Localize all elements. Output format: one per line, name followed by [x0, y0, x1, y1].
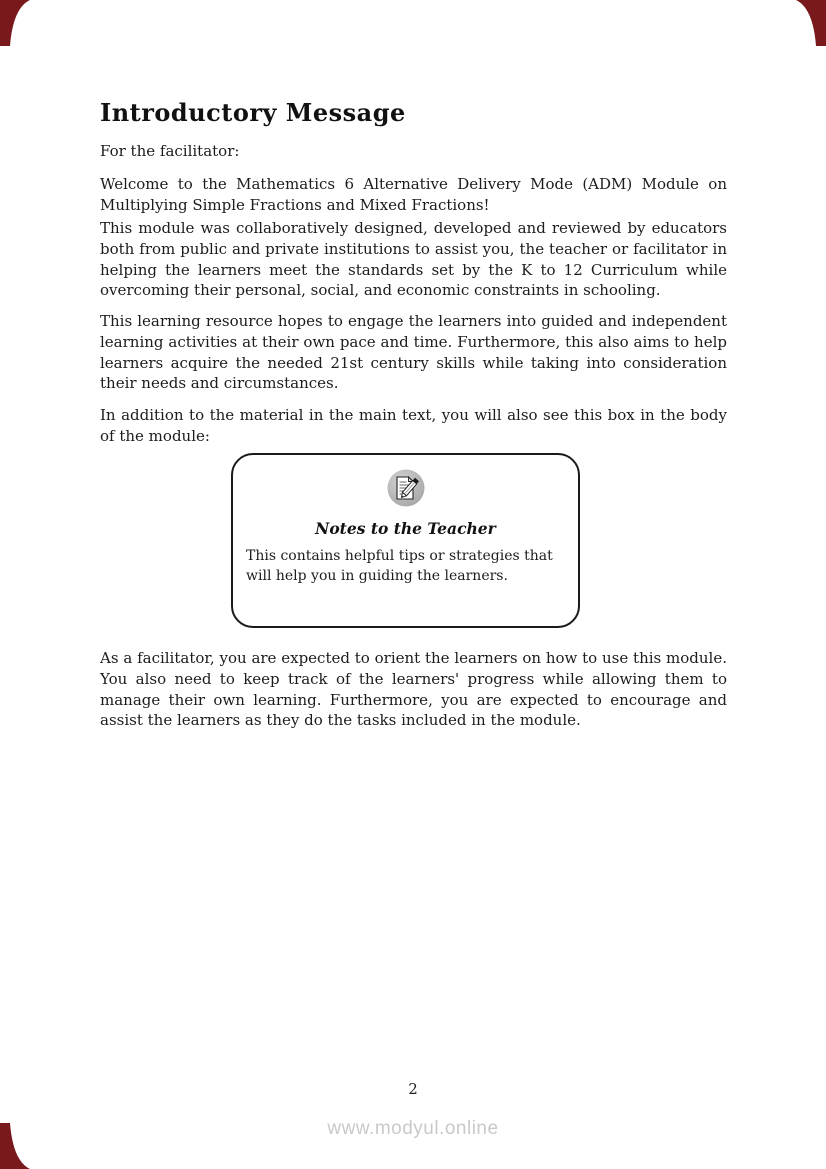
paragraph-closing: As a facilitator, you are expected to orient the learners on how to use this module. You also need to keep track of the learners' progress while allowing them to manage their own learning. Furthermore, you are expected to encourage and assist the learners as they do the tasks included in the module.	[100, 649, 727, 730]
paragraph-learning-resource: This learning resource hopes to engage the learners into guided and independent learning activities at their own pace and time. Furthermore, this also aims to help learners acquire the needed 21st century skills while taking into consideration their needs and circumstances.	[100, 312, 727, 393]
notes-box-heading: Notes to the Teacher	[315, 519, 496, 538]
notes-to-teacher-box	[231, 453, 580, 628]
paragraph-module-design: This module was collaboratively designed, developed and reviewed by educators both from public and private institutions to assist you, the teacher or facilitator in helping the learners meet the standards set by the K to 12 Curriculum while overcoming their personal, social, and economic constraints in schooling.	[100, 219, 727, 300]
notes-box-body: This contains helpful tips or strategies that will help you in guiding the learners.	[246, 548, 553, 584]
note-pencil-icon	[387, 469, 425, 507]
page-number: 2	[408, 1080, 418, 1098]
watermark-text: www.modyul.online	[327, 1118, 499, 1139]
salutation-line: For the facilitator:	[100, 142, 240, 160]
page-title: Introductory Message	[100, 98, 406, 127]
paragraph-welcome: Welcome to the Mathematics 6 Alternative Delivery Mode (ADM) Module on Multiplying Simple Fractions and Mixed Fractions!	[100, 175, 727, 214]
frame-corner-top-left	[0, 0, 30, 46]
paragraph-in-addition: In addition to the material in the main text, you will also see this box in the body of the module:	[100, 406, 727, 445]
frame-corner-top-right	[796, 0, 826, 46]
